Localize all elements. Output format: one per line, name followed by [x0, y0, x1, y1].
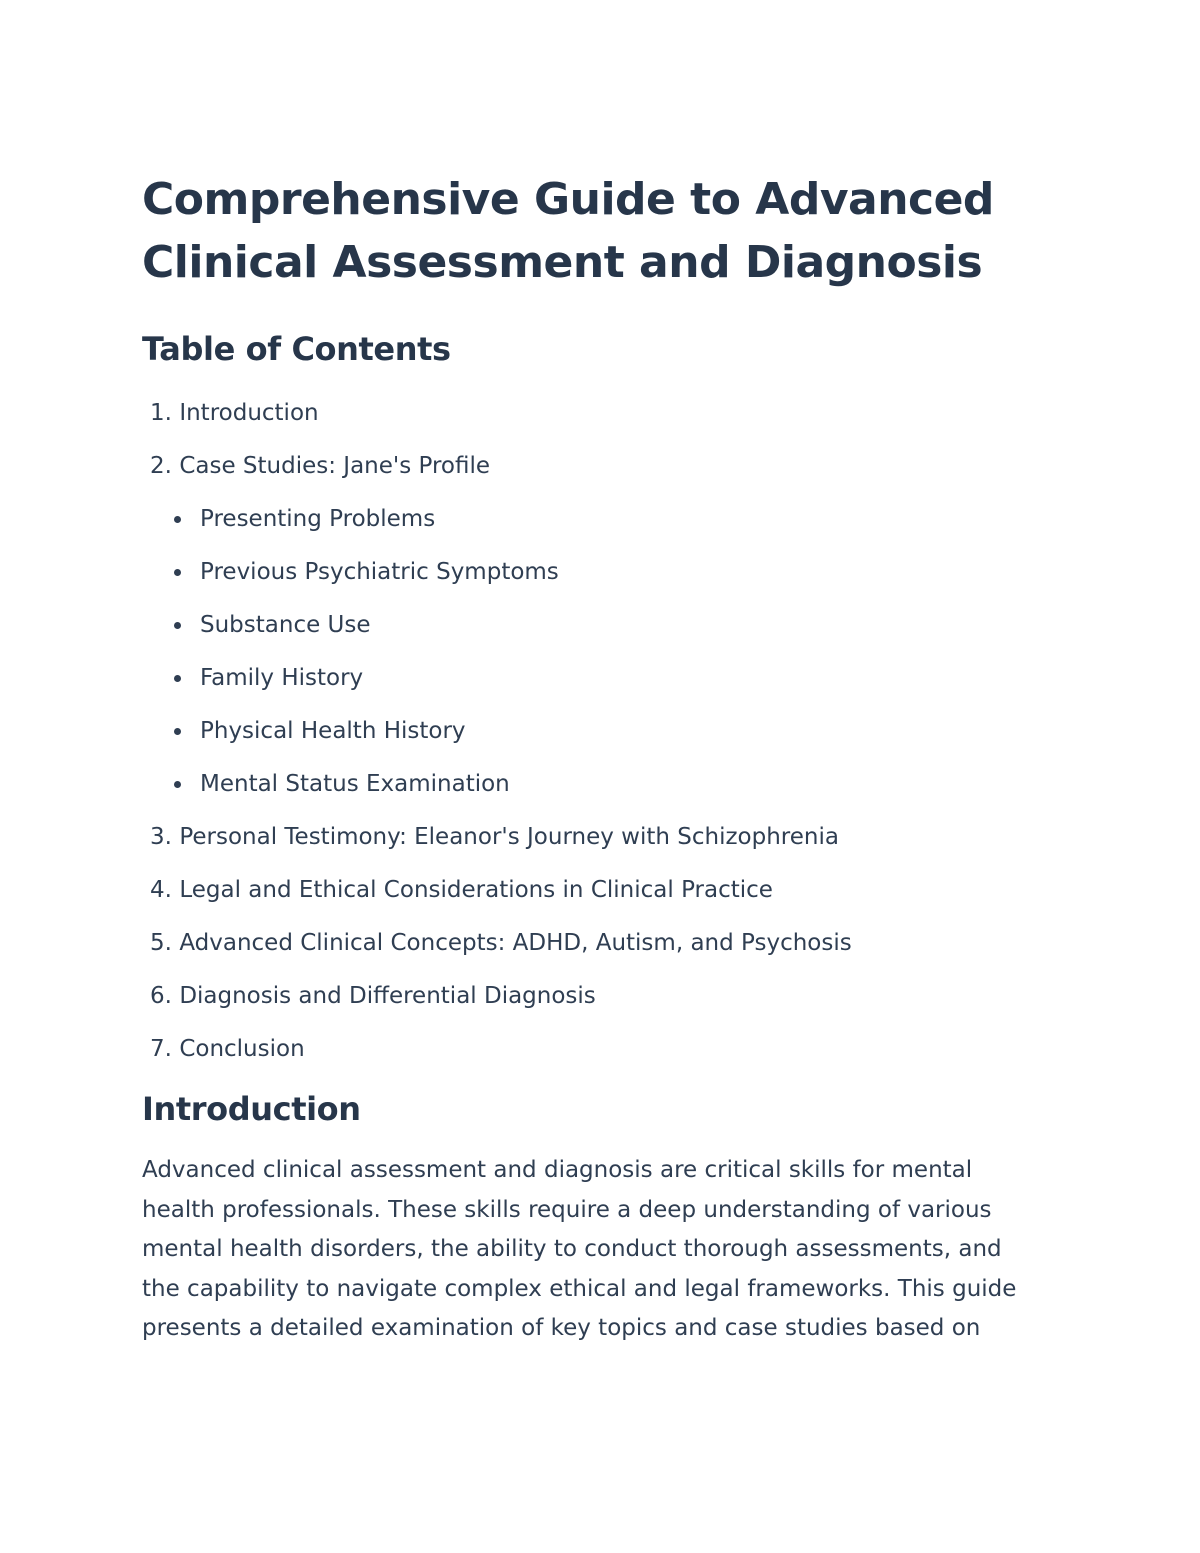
paragraph-line: the capability to navigate complex ethical and legal frameworks. This guide	[142, 1275, 1017, 1302]
toc-subitem[interactable]	[142, 557, 1072, 587]
toc-label: Advanced Clinical Concepts: ADHD, Autism, and Psychosis	[179, 930, 852, 956]
bullet-icon	[174, 781, 181, 788]
toc-label: Introduction	[179, 400, 319, 426]
toc-number: 4.	[150, 877, 172, 903]
toc-number: 5.	[150, 930, 172, 956]
toc-label: Personal Testimony: Eleanor's Journey with Schizophrenia	[179, 824, 839, 850]
toc-item-advanced-concepts[interactable]	[142, 928, 1072, 958]
toc-label: Case Studies: Jane's Profile	[179, 453, 491, 479]
toc-subitem[interactable]	[142, 716, 1072, 746]
toc-subitem[interactable]	[142, 504, 1072, 534]
bullet-icon	[174, 569, 181, 576]
paragraph-line: Advanced clinical assessment and diagnosis are critical skills for mental	[142, 1157, 973, 1183]
toc-sublist	[142, 504, 1072, 799]
bullet-icon	[174, 622, 181, 629]
toc-number: 1.	[150, 400, 172, 426]
toc-subitem[interactable]	[142, 769, 1072, 799]
bullet-icon	[174, 675, 181, 682]
table-of-contents	[142, 398, 1072, 1064]
introduction-paragraph	[142, 1151, 1072, 1349]
toc-sublabel: Previous Psychiatric Symptoms	[200, 559, 559, 585]
title-line-2: Clinical Assessment and Diagnosis	[142, 237, 983, 288]
toc-label: Conclusion	[179, 1036, 305, 1062]
bullet-icon	[174, 728, 181, 735]
toc-item-personal-testimony[interactable]	[142, 822, 1072, 852]
toc-number: 6.	[150, 983, 172, 1009]
introduction-heading: Introduction	[142, 1090, 361, 1128]
document-page	[142, 168, 1072, 1349]
toc-sublabel: Mental Status Examination	[200, 771, 510, 797]
paragraph-line: presents a detailed examination of key topics and case studies based on	[142, 1315, 981, 1342]
toc-heading: Table of Contents	[142, 330, 451, 368]
toc-number: 7.	[150, 1036, 172, 1062]
toc-sublabel: Substance Use	[200, 612, 371, 638]
toc-subitem[interactable]	[142, 663, 1072, 693]
toc-number: 2.	[150, 453, 172, 479]
paragraph-line: health professionals. These skills require a deep understanding of various	[142, 1196, 992, 1223]
toc-item-diagnosis[interactable]	[142, 981, 1072, 1011]
toc-subitem[interactable]	[142, 610, 1072, 640]
document-title	[142, 168, 1072, 294]
paragraph-line: mental health disorders, the ability to conduct thorough assessments, and	[142, 1236, 1002, 1263]
toc-number: 3.	[150, 824, 172, 850]
toc-item-case-studies[interactable]	[142, 451, 1072, 799]
bullet-icon	[174, 516, 181, 523]
toc-sublabel: Family History	[200, 665, 364, 691]
toc-sublabel: Physical Health History	[200, 718, 466, 744]
toc-label: Diagnosis and Differential Diagnosis	[179, 983, 596, 1009]
toc-item-legal-ethical[interactable]	[142, 875, 1072, 905]
title-line-1: Comprehensive Guide to Advanced	[142, 174, 994, 225]
toc-item-conclusion[interactable]	[142, 1034, 1072, 1064]
toc-label: Legal and Ethical Considerations in Clinical Practice	[179, 877, 773, 903]
toc-item-introduction[interactable]	[142, 398, 1072, 428]
toc-sublabel: Presenting Problems	[200, 506, 436, 532]
